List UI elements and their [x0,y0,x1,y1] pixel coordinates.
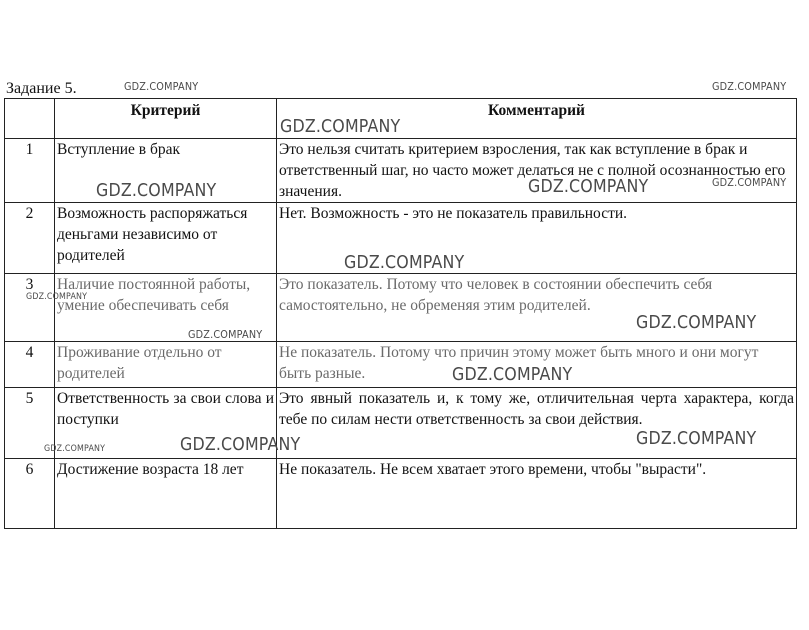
row-criterion: Возможность распоряжаться деньгами независимо от родителей [55,203,277,274]
row-number: 4 [5,342,55,388]
row-comment: Это нельзя считать критерием взросления, так как вступление в брак и ответственный шаг, но часто может делаться не с полной осознанностью его значения. [277,139,797,203]
row-comment: Это показатель. Потому что человек в состоянии обеспечить себя самостоятельно, не обременяя этим родителей. [277,274,797,342]
watermark-text: GDZ.COMPANY [344,252,465,273]
row-number: 6 [5,459,55,529]
watermark-text: GDZ.COMPANY [180,434,301,455]
row-comment: Не показатель. Не всем хватает этого времени, чтобы "вырасти". [277,459,797,529]
watermark-text: GDZ.COMPANY [44,444,106,454]
row-comment: Нет. Возможность - это не показатель правильности. [277,203,797,274]
watermark-text: GDZ.COMPANY [124,80,199,93]
watermark-text: GDZ.COMPANY [96,180,217,201]
watermark-text: GDZ.COMPANY [636,428,757,449]
row-number: 3 [5,274,55,342]
watermark-text: GDZ.COMPANY [712,80,787,93]
table-row [5,342,797,388]
task-title: Задание 5. [6,80,77,97]
header-number-cell [5,99,55,139]
row-criterion: Достижение возраста 18 лет [55,459,277,529]
watermark-text: GDZ.COMPANY [452,364,573,385]
watermark-text: GDZ.COMPANY [636,312,757,333]
header-comment: Комментарий [277,99,797,139]
row-criterion: Ответственность за свои слова и поступки [55,388,277,459]
table-row [5,459,797,529]
row-comment: Не показатель. Потому что причин этому может быть много и они могут быть разные. [277,342,797,388]
row-criterion: Наличие постоянной работы, умение обеспечивать себя [55,274,277,342]
watermark-text: GDZ.COMPANY [188,328,263,341]
row-criterion: Вступление в брак [55,139,277,203]
watermark-text: GDZ.COMPANY [26,292,88,302]
watermark-text: GDZ.COMPANY [528,176,649,197]
row-comment: Это явный показатель и, к тому же, отличительная черта характера, когда тебе по силам нести ответственность за свои действия. [277,388,797,459]
watermark-text: GDZ.COMPANY [280,116,401,137]
watermark-text: GDZ.COMPANY [712,176,787,189]
row-number: 5 [5,388,55,459]
row-criterion: Проживание отдельно от родителей [55,342,277,388]
row-number: 2 [5,203,55,274]
row-number: 1 [5,139,55,203]
header-criterion: Критерий [55,99,277,139]
